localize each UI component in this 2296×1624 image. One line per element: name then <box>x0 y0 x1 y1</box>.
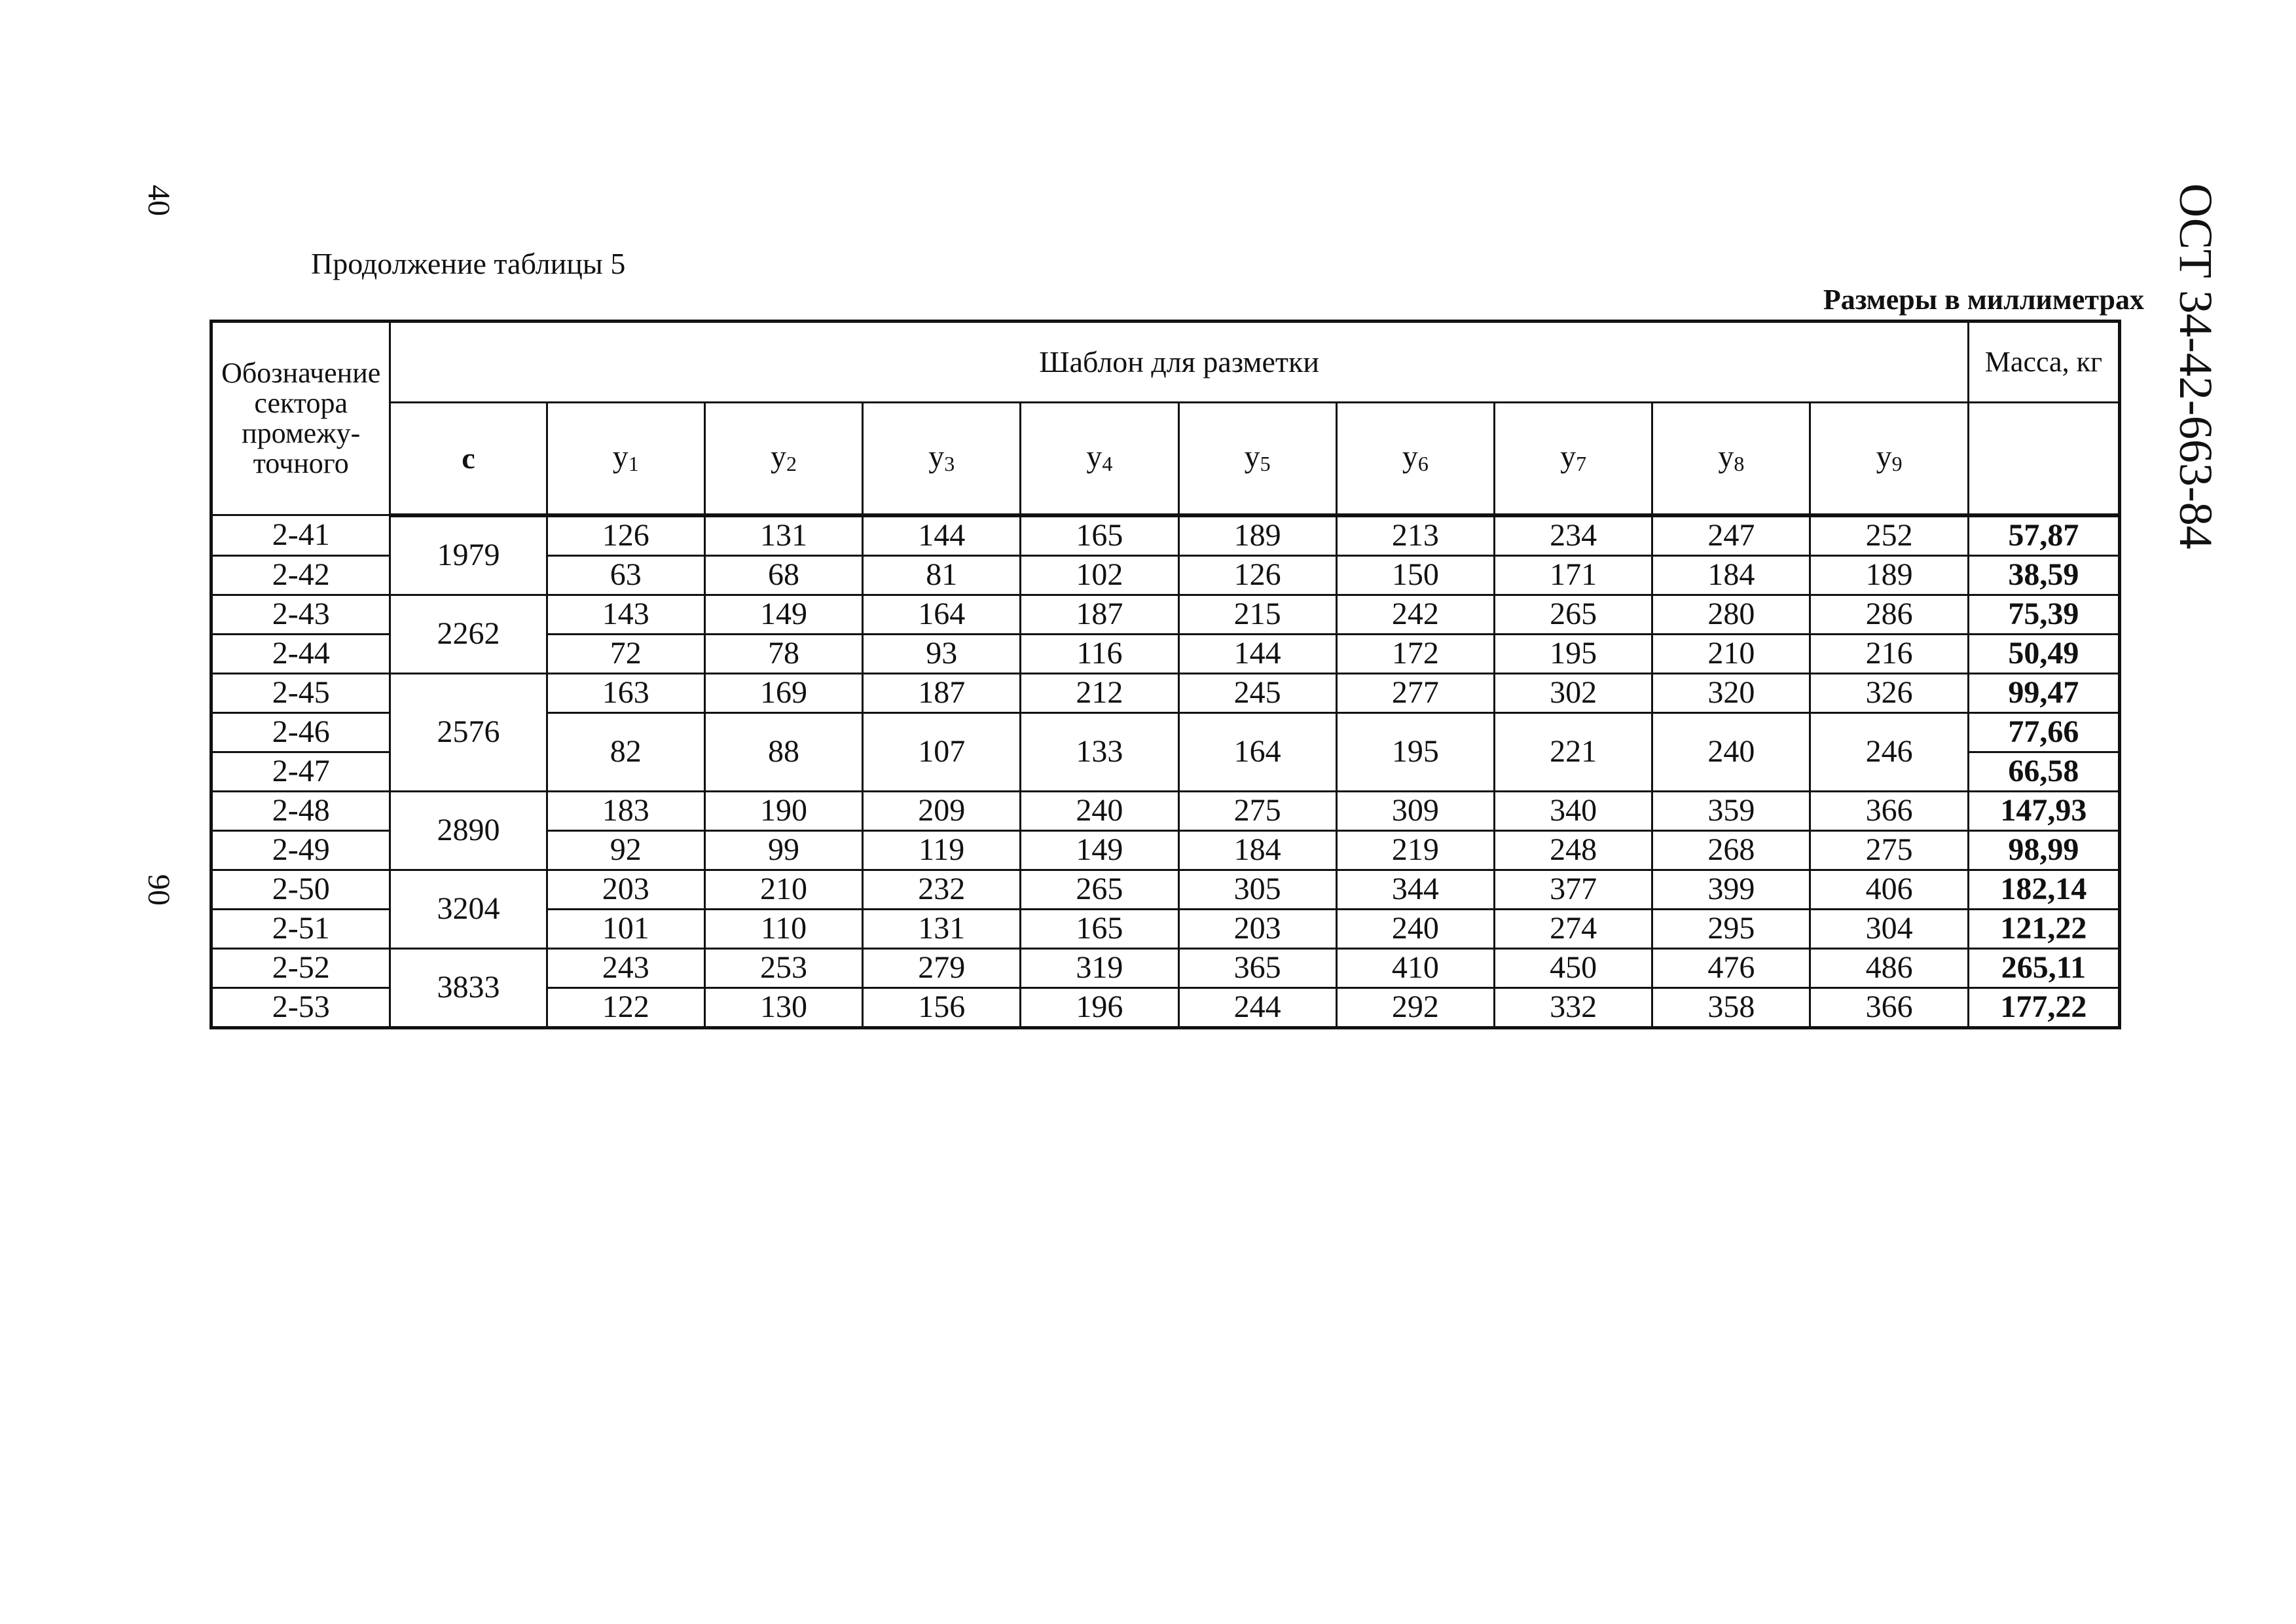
cell-y9: 304 <box>1810 909 1968 948</box>
header-y-base: у <box>1718 439 1734 475</box>
cell-y8: 280 <box>1652 595 1810 634</box>
table-row <box>211 595 2120 634</box>
cell-designation: 2-48 <box>211 791 390 830</box>
cell-y6: 195 <box>1336 712 1494 791</box>
cell-y8: 399 <box>1652 870 1810 909</box>
cell-designation: 2-53 <box>211 987 390 1027</box>
cell-mass: 66,58 <box>1968 752 2119 791</box>
table-row <box>211 870 2120 909</box>
cell-y3: 232 <box>863 870 1021 909</box>
cell-y9: 275 <box>1810 830 1968 870</box>
cell-y2: 88 <box>704 712 862 791</box>
cell-y2: 68 <box>704 555 862 595</box>
cell-y7: 302 <box>1495 673 1652 712</box>
cell-y1: 63 <box>547 555 704 595</box>
cell-y8: 476 <box>1652 948 1810 987</box>
cell-y5: 215 <box>1178 595 1336 634</box>
cell-y4: 319 <box>1021 948 1178 987</box>
cell-y4: 165 <box>1021 515 1178 556</box>
header-y4 <box>1021 403 1178 515</box>
cell-y2: 210 <box>704 870 862 909</box>
cell-y9: 252 <box>1810 515 1968 556</box>
cell-designation: 2-52 <box>211 948 390 987</box>
header-mass: Масса, кг <box>1968 322 2119 403</box>
cell-y5: 164 <box>1178 712 1336 791</box>
cell-y6: 240 <box>1336 909 1494 948</box>
cell-c: 2262 <box>390 595 547 673</box>
cell-y6: 292 <box>1336 987 1494 1027</box>
cell-designation: 2-43 <box>211 595 390 634</box>
header-y-index: 7 <box>1576 452 1587 476</box>
cell-designation: 2-47 <box>211 752 390 791</box>
cell-y7: 450 <box>1495 948 1652 987</box>
cell-y4: 102 <box>1021 555 1178 595</box>
cell-y2: 99 <box>704 830 862 870</box>
cell-y8: 358 <box>1652 987 1810 1027</box>
cell-y3: 93 <box>863 634 1021 673</box>
header-y-index: 5 <box>1260 452 1271 476</box>
header-y1 <box>547 403 704 515</box>
cell-mass: 50,49 <box>1968 634 2119 673</box>
cell-y5: 275 <box>1178 791 1336 830</box>
cell-y1: 82 <box>547 712 704 791</box>
cell-y5: 126 <box>1178 555 1336 595</box>
header-y-base: у <box>612 439 629 475</box>
header-y7 <box>1495 403 1652 515</box>
cell-y4: 187 <box>1021 595 1178 634</box>
table-container <box>210 320 2121 1029</box>
cell-y4: 149 <box>1021 830 1178 870</box>
cell-y2: 131 <box>704 515 862 556</box>
cell-designation: 2-41 <box>211 515 390 556</box>
cell-y3: 164 <box>863 595 1021 634</box>
cell-y9: 286 <box>1810 595 1968 634</box>
cell-y6: 309 <box>1336 791 1494 830</box>
cell-designation: 2-45 <box>211 673 390 712</box>
header-y-base: у <box>928 439 945 475</box>
header-y-base: у <box>770 439 786 475</box>
cell-y8: 210 <box>1652 634 1810 673</box>
cell-c: 1979 <box>390 515 547 595</box>
cell-y6: 213 <box>1336 515 1494 556</box>
cell-y4: 165 <box>1021 909 1178 948</box>
cell-y6: 277 <box>1336 673 1494 712</box>
cell-mass: 77,66 <box>1968 712 2119 752</box>
cell-y5: 365 <box>1178 948 1336 987</box>
header-y-index: 6 <box>1417 452 1429 476</box>
cell-y1: 72 <box>547 634 704 673</box>
cell-mass: 147,93 <box>1968 791 2119 830</box>
cell-y8: 359 <box>1652 791 1810 830</box>
cell-y5: 144 <box>1178 634 1336 673</box>
cell-y5: 305 <box>1178 870 1336 909</box>
cell-y9: 406 <box>1810 870 1968 909</box>
cell-y1: 143 <box>547 595 704 634</box>
header-y-index: 1 <box>628 452 639 476</box>
cell-y7: 248 <box>1495 830 1652 870</box>
cell-y2: 130 <box>704 987 862 1027</box>
cell-y4: 265 <box>1021 870 1178 909</box>
cell-y3: 209 <box>863 791 1021 830</box>
cell-y7: 340 <box>1495 791 1652 830</box>
page-number-top: 40 <box>141 185 176 216</box>
cell-y8: 184 <box>1652 555 1810 595</box>
cell-c: 3833 <box>390 948 547 1027</box>
cell-y7: 274 <box>1495 909 1652 948</box>
cell-y2: 110 <box>704 909 862 948</box>
header-y-index: 9 <box>1891 452 1903 476</box>
cell-y8: 247 <box>1652 515 1810 556</box>
header-y5 <box>1178 403 1336 515</box>
header-y-base: у <box>1876 439 1892 475</box>
cell-y5: 203 <box>1178 909 1336 948</box>
cell-mass: 177,22 <box>1968 987 2119 1027</box>
cell-designation: 2-51 <box>211 909 390 948</box>
cell-y1: 243 <box>547 948 704 987</box>
header-y-base: у <box>1560 439 1576 475</box>
table-row <box>211 791 2120 830</box>
cell-y7: 195 <box>1495 634 1652 673</box>
cell-y8: 268 <box>1652 830 1810 870</box>
cell-y8: 240 <box>1652 712 1810 791</box>
cell-y4: 196 <box>1021 987 1178 1027</box>
cell-y3: 279 <box>863 948 1021 987</box>
cell-y4: 133 <box>1021 712 1178 791</box>
cell-mass: 98,99 <box>1968 830 2119 870</box>
cell-y9: 246 <box>1810 712 1968 791</box>
cell-y5: 184 <box>1178 830 1336 870</box>
cell-y5: 189 <box>1178 515 1336 556</box>
cell-y7: 234 <box>1495 515 1652 556</box>
header-y6 <box>1336 403 1494 515</box>
cell-y6: 344 <box>1336 870 1494 909</box>
table-body <box>211 515 2120 1028</box>
header-y-index: 8 <box>1734 452 1745 476</box>
header-y-base: у <box>1402 439 1418 475</box>
cell-y2: 253 <box>704 948 862 987</box>
header-y8 <box>1652 403 1810 515</box>
cell-c: 3204 <box>390 870 547 948</box>
cell-y9: 216 <box>1810 634 1968 673</box>
cell-y2: 190 <box>704 791 862 830</box>
cell-y7: 221 <box>1495 712 1652 791</box>
cell-y1: 203 <box>547 870 704 909</box>
data-table <box>210 320 2121 1029</box>
cell-c: 2890 <box>390 791 547 870</box>
cell-y3: 144 <box>863 515 1021 556</box>
cell-designation: 2-42 <box>211 555 390 595</box>
cell-y8: 320 <box>1652 673 1810 712</box>
header-template: Шаблон для разметки <box>390 322 1968 403</box>
cell-designation: 2-44 <box>211 634 390 673</box>
cell-y7: 332 <box>1495 987 1652 1027</box>
cell-c: 2576 <box>390 673 547 791</box>
header-y9 <box>1810 403 1968 515</box>
cell-y5: 245 <box>1178 673 1336 712</box>
table-row <box>211 515 2120 556</box>
cell-y3: 107 <box>863 712 1021 791</box>
units-note: Размеры в миллиметрах <box>1823 284 2144 316</box>
table-row <box>211 673 2120 712</box>
cell-y5: 244 <box>1178 987 1336 1027</box>
cell-mass: 57,87 <box>1968 515 2119 556</box>
cell-y1: 122 <box>547 987 704 1027</box>
header-y-base: у <box>1244 439 1260 475</box>
cell-y9: 366 <box>1810 987 1968 1027</box>
cell-y1: 101 <box>547 909 704 948</box>
header-designation: Обозначение сектора промежу-точного <box>211 322 390 515</box>
cell-y6: 172 <box>1336 634 1494 673</box>
table-caption: Продолжение таблицы 5 <box>311 247 626 280</box>
cell-mass: 99,47 <box>1968 673 2119 712</box>
cell-y4: 240 <box>1021 791 1178 830</box>
cell-y6: 219 <box>1336 830 1494 870</box>
cell-y2: 169 <box>704 673 862 712</box>
header-y-index: 4 <box>1102 452 1113 476</box>
cell-y1: 126 <box>547 515 704 556</box>
cell-y3: 187 <box>863 673 1021 712</box>
cell-y1: 92 <box>547 830 704 870</box>
cell-mass: 121,22 <box>1968 909 2119 948</box>
cell-y6: 242 <box>1336 595 1494 634</box>
cell-y3: 119 <box>863 830 1021 870</box>
cell-designation: 2-50 <box>211 870 390 909</box>
document-code: ОСТ 34-42-663-84 <box>2170 183 2222 549</box>
cell-mass: 265,11 <box>1968 948 2119 987</box>
cell-y7: 171 <box>1495 555 1652 595</box>
header-mass-blank <box>1968 403 2119 515</box>
cell-y4: 212 <box>1021 673 1178 712</box>
cell-mass: 182,14 <box>1968 870 2119 909</box>
cell-designation: 2-49 <box>211 830 390 870</box>
cell-y3: 131 <box>863 909 1021 948</box>
cell-y1: 163 <box>547 673 704 712</box>
cell-y6: 150 <box>1336 555 1494 595</box>
cell-y8: 295 <box>1652 909 1810 948</box>
cell-mass: 38,59 <box>1968 555 2119 595</box>
cell-y2: 78 <box>704 634 862 673</box>
cell-y9: 486 <box>1810 948 1968 987</box>
page-number-side: 90 <box>141 874 176 906</box>
cell-y4: 116 <box>1021 634 1178 673</box>
cell-y1: 183 <box>547 791 704 830</box>
cell-y3: 156 <box>863 987 1021 1027</box>
cell-y9: 366 <box>1810 791 1968 830</box>
cell-y6: 410 <box>1336 948 1494 987</box>
cell-y2: 149 <box>704 595 862 634</box>
header-y-index: 3 <box>944 452 955 476</box>
cell-y7: 265 <box>1495 595 1652 634</box>
header-y-base: у <box>1086 439 1102 475</box>
table-row <box>211 948 2120 987</box>
header-y2 <box>704 403 862 515</box>
cell-mass: 75,39 <box>1968 595 2119 634</box>
cell-y7: 377 <box>1495 870 1652 909</box>
cell-y9: 189 <box>1810 555 1968 595</box>
cell-y9: 326 <box>1810 673 1968 712</box>
header-y3 <box>863 403 1021 515</box>
cell-designation: 2-46 <box>211 712 390 752</box>
cell-y3: 81 <box>863 555 1021 595</box>
header-c: с <box>390 403 547 515</box>
header-y-index: 2 <box>786 452 797 476</box>
